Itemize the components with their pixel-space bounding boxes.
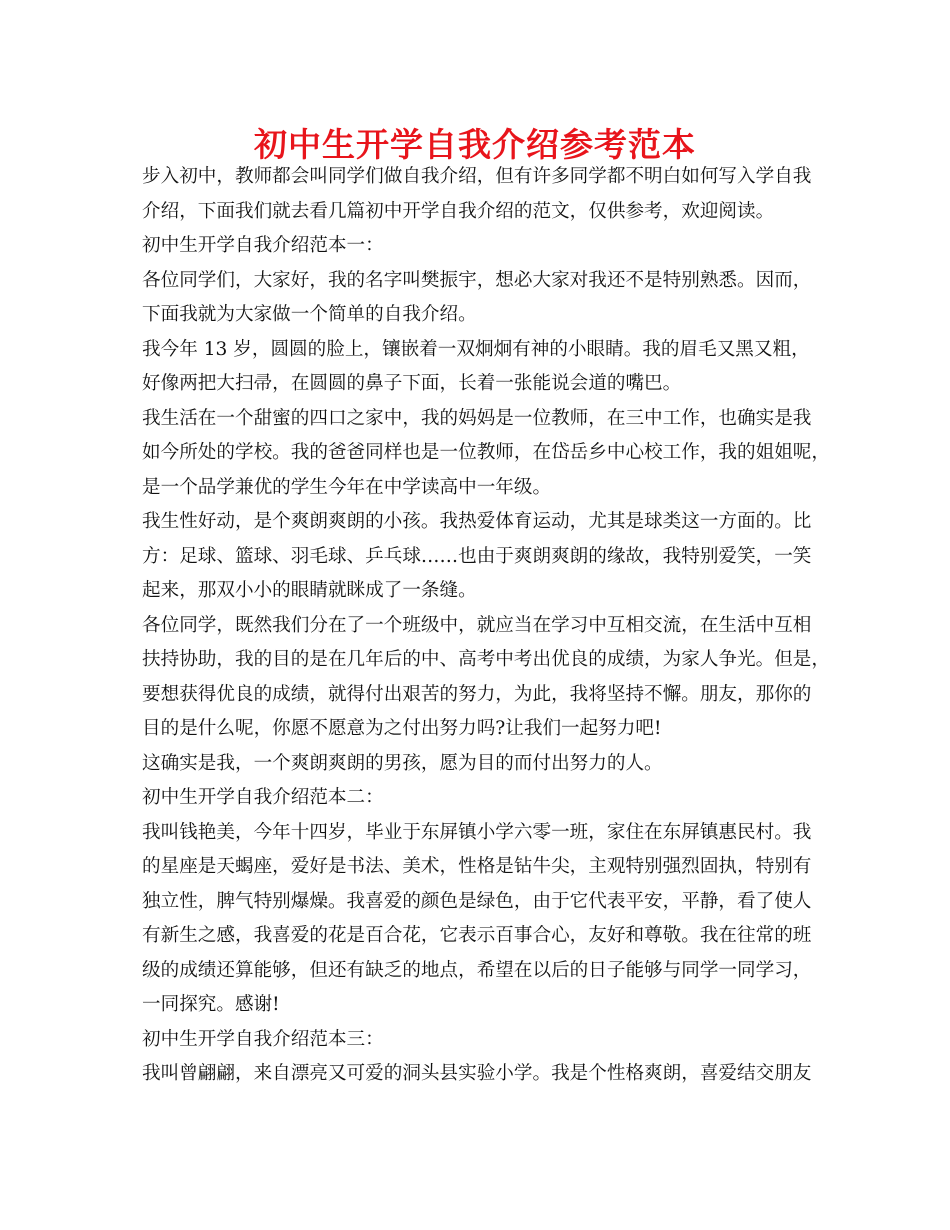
text-line: 起来，那双小小的眼睛就眯成了一条缝。 [142,580,477,601]
document-title: 初中生开学自我介绍参考范本 [254,125,696,164]
document-body [142,160,830,1092]
text-line: 我生性好动，是个爽朗爽朗的小孩。我热爱体育运动，尤其是球类这一方面的。比 [142,511,812,532]
text-line: 如今所处的学校。我的爸爸同样也是一位教师，在岱岳乡中心校工作，我的姐姐呢， [142,442,830,463]
text-line: 的星座是天蝎座，爱好是书法、美术，性格是钻牛尖，主观特别强烈固执，特别有 [142,856,812,877]
text-line: 步入初中，教师都会叫同学们做自我介绍，但有许多同学都不明白如何写入学自我 [142,166,812,187]
text-line: 下面我就为大家做一个简单的自我介绍。 [142,304,477,325]
text-line: 有新生之感，我喜爱的花是百合花，它表示百事合心，友好和尊敬。我在往常的班 [142,925,812,946]
text-line: 介绍，下面我们就去看几篇初中开学自我介绍的范文，仅供参考，欢迎阅读。 [142,200,775,222]
text-line: 好像两把大扫帚，在圆圆的鼻子下面，长着一张能说会道的嘴巴。 [142,373,682,394]
text-line: 初中生开学自我介绍范本三： [142,1028,384,1050]
text-line: 目的是什么呢，你愿不愿意为之付出努力吗?让我们一起努力吧! [142,718,662,739]
text-line: 初中生开学自我介绍范本二： [142,787,384,808]
text-line: 方：足球、篮球、羽毛球、乒乓球……也由于爽朗爽朗的缘故，我特别爱笑，一笑 [142,545,812,567]
text-line: 要想获得优良的成绩，就得付出艰苦的努力，为此，我将坚持不懈。朋友，那你的 [142,683,812,705]
text-line: 是一个品学兼优的学生今年在中学读高中一年级。 [142,476,552,498]
text-line: 我生活在一个甜蜜的四口之家中，我的妈妈是一位教师，在三中工作，也确实是我 [142,407,812,429]
text-line: 初中生开学自我介绍范本一： [142,235,384,256]
text-line: 我叫钱艳美，今年十四岁，毕业于东屏镇小学六零一班，家住在东屏镇惠民村。我 [142,821,812,843]
text-line: 各位同学们，大家好，我的名字叫樊振宇，想必大家对我还不是特别熟悉。因而， [142,269,812,291]
text-line: 一同探究。感谢! [142,994,280,1015]
text-line: 各位同学，既然我们分在了一个班级中，就应当在学习中互相交流，在生活中互相 [142,614,812,636]
text-line: 扶持协助，我的目的是在几年后的中、高考中考出优良的成绩，为家人争光。但是， [142,649,830,670]
text-line: 级的成绩还算能够，但还有缺乏的地点，希望在以后的日子能够与同学一同学习， [142,959,812,981]
text-line: 这确实是我，一个爽朗爽朗的男孩，愿为目的而付出努力的人。 [142,752,663,774]
text-line: 我今年 13 岁，圆圆的脸上，镶嵌着一双炯炯有神的小眼睛。我的眉毛又黑又粗， [142,338,810,360]
text-line: 独立性，脾气特别爆燥。我喜爱的颜色是绿色，由于它代表平安，平静，看了使人 [142,890,812,912]
text-line: 我叫曾翩翩，来自漂亮又可爱的洞头县实验小学。我是个性格爽朗，喜爱结交朋友 [142,1063,812,1084]
